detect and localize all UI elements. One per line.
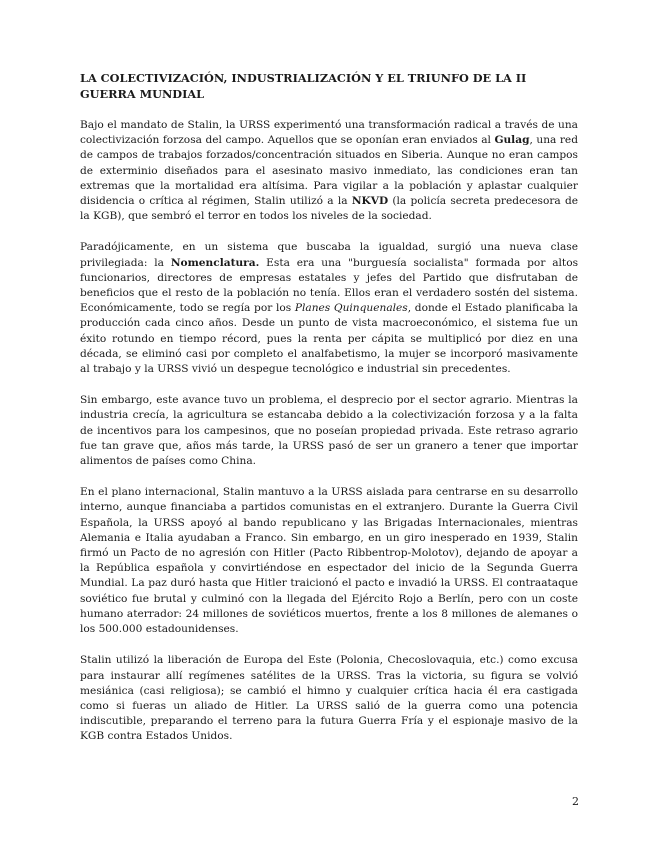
paragraph-text: Sin embargo, este avance tuvo un problema, el desprecio por el sector agrario. Mientras la industria crecía, la agricultura se estancaba debido a la colectivización forzosa y a la falta de incentivos para los campesinos, que no poseían propiedad privada. Este retraso agrario fue tan grave que, años más tarde, la URSS pasó de ser un granero a tener que importar alimentos de países como China.: [80, 394, 578, 468]
paragraph-text: Bajo el mandato de Stalin, la URSS experimentó una transformación radical a través de una colectivización forzosa del campo. Aquellos que se oponían eran enviados al: [80, 119, 578, 147]
nkvd-term: NKVD: [351, 195, 389, 208]
paragraph-text: , donde el Estado planificaba la producción cada cinco años. Desde un punto de vista macroeconómico, el sistema fue un éxito rotundo en tiempo récord, pues la renta per cápita se multiplicó por diez en una década, se eliminó casi por completo el analfabetismo, la mujer se incorporó masivamente al trabajo y la URSS vivió un despegue tecnológico e industrial sin precedentes.: [80, 302, 578, 376]
paragraph-text: Paradójicamente, en un sistema que buscaba la igualdad, surgió una nueva clase privilegiada: la: [80, 241, 578, 269]
nomenclatura-term: Nomenclatura.: [170, 256, 260, 269]
paragraph-text: , una red de campos de trabajos forzados/concentración situados en Siberia. Aunque no eran campos de exterminio diseñados para el asesinato masivo inmediato, las condiciones eran tan extremas que la mortalidad era altísima. Para vigilar a la población y aplastar cualquier disidencia o crítica al régimen, Stalin utilizó a la: [80, 134, 578, 208]
paragraph-europa-este: [80, 653, 578, 744]
paragraph-nomenclatura: [80, 240, 578, 377]
paragraph-text: Esta era una "burguesía socialista" formada por altos funcionarios, directores de empresas estatales y jefes del Partido que disfrutaban de beneficios que el resto de la población no tenía. Ellos eran el verdadero sostén del sistema. Económicamente, todo se regía por los: [80, 256, 579, 315]
paragraph-gulag: [80, 118, 578, 224]
paragraph-text: En el plano internacional, Stalin mantuvo a la URSS aislada para centrarse en su desarrollo interno, aunque financiaba a partidos comunistas en el extranjero. Durante la Guerra Civil Española, la URSS apoyó al bando republicano y las Brigadas Internacionales, mientras Alemania e Italia ayudaban a Franco. Sin embargo, en un giro inesperado en 1939, Stalin firmó un Pacto de no agresión con Hitler (Pacto Ribbentrop-Molotov), dejando de apoyar a la República española y convirtiéndose en espectador del inicio de la Segunda Guerra Mundial. La paz duró hasta que Hitler traicionó el pacto e invadió la URSS. El contraataque soviético fue brutal y culminó con la llegada del Ejército Rojo a Berlín, pero con un coste humano aterrador: 24 millones de soviéticos muertos, frente a los 8 millones de alemanes o los 500.000 estadounidenses.: [80, 486, 578, 636]
document-page: [80, 70, 578, 761]
page-number: 2: [572, 795, 579, 808]
document-title: LA COLECTIVIZACIÓN, INDUSTRIALIZACIÓN Y EL TRIUNFO DE LA II GUERRA MUNDIAL: [80, 71, 527, 101]
gulag-term: Gulag: [494, 134, 530, 147]
paragraph-text: (la policía secreta predecesora de la KGB), que sembró el terror en todos los niveles de la sociedad.: [80, 195, 579, 223]
paragraph-internacional: [80, 485, 578, 637]
planes-quinquenales-term: Planes Quinquenales: [294, 302, 408, 315]
paragraph-agrario: [80, 393, 578, 469]
paragraph-text: Stalin utilizó la liberación de Europa del Este (Polonia, Checoslovaquia, etc.) como excusa para instaurar allí regímenes satélites de la URSS. Tras la victoria, su figura se volvió mesiánica (casi religiosa); se cambió el himno y cualquier crítica hacia él era castigada como si fueras un aliado de Hitler. La URSS salió de la guerra como una potencia indiscutible, preparando el terreno para la futura Guerra Fría y el espionaje masivo de la KGB contra Estados Unidos.: [80, 654, 578, 743]
